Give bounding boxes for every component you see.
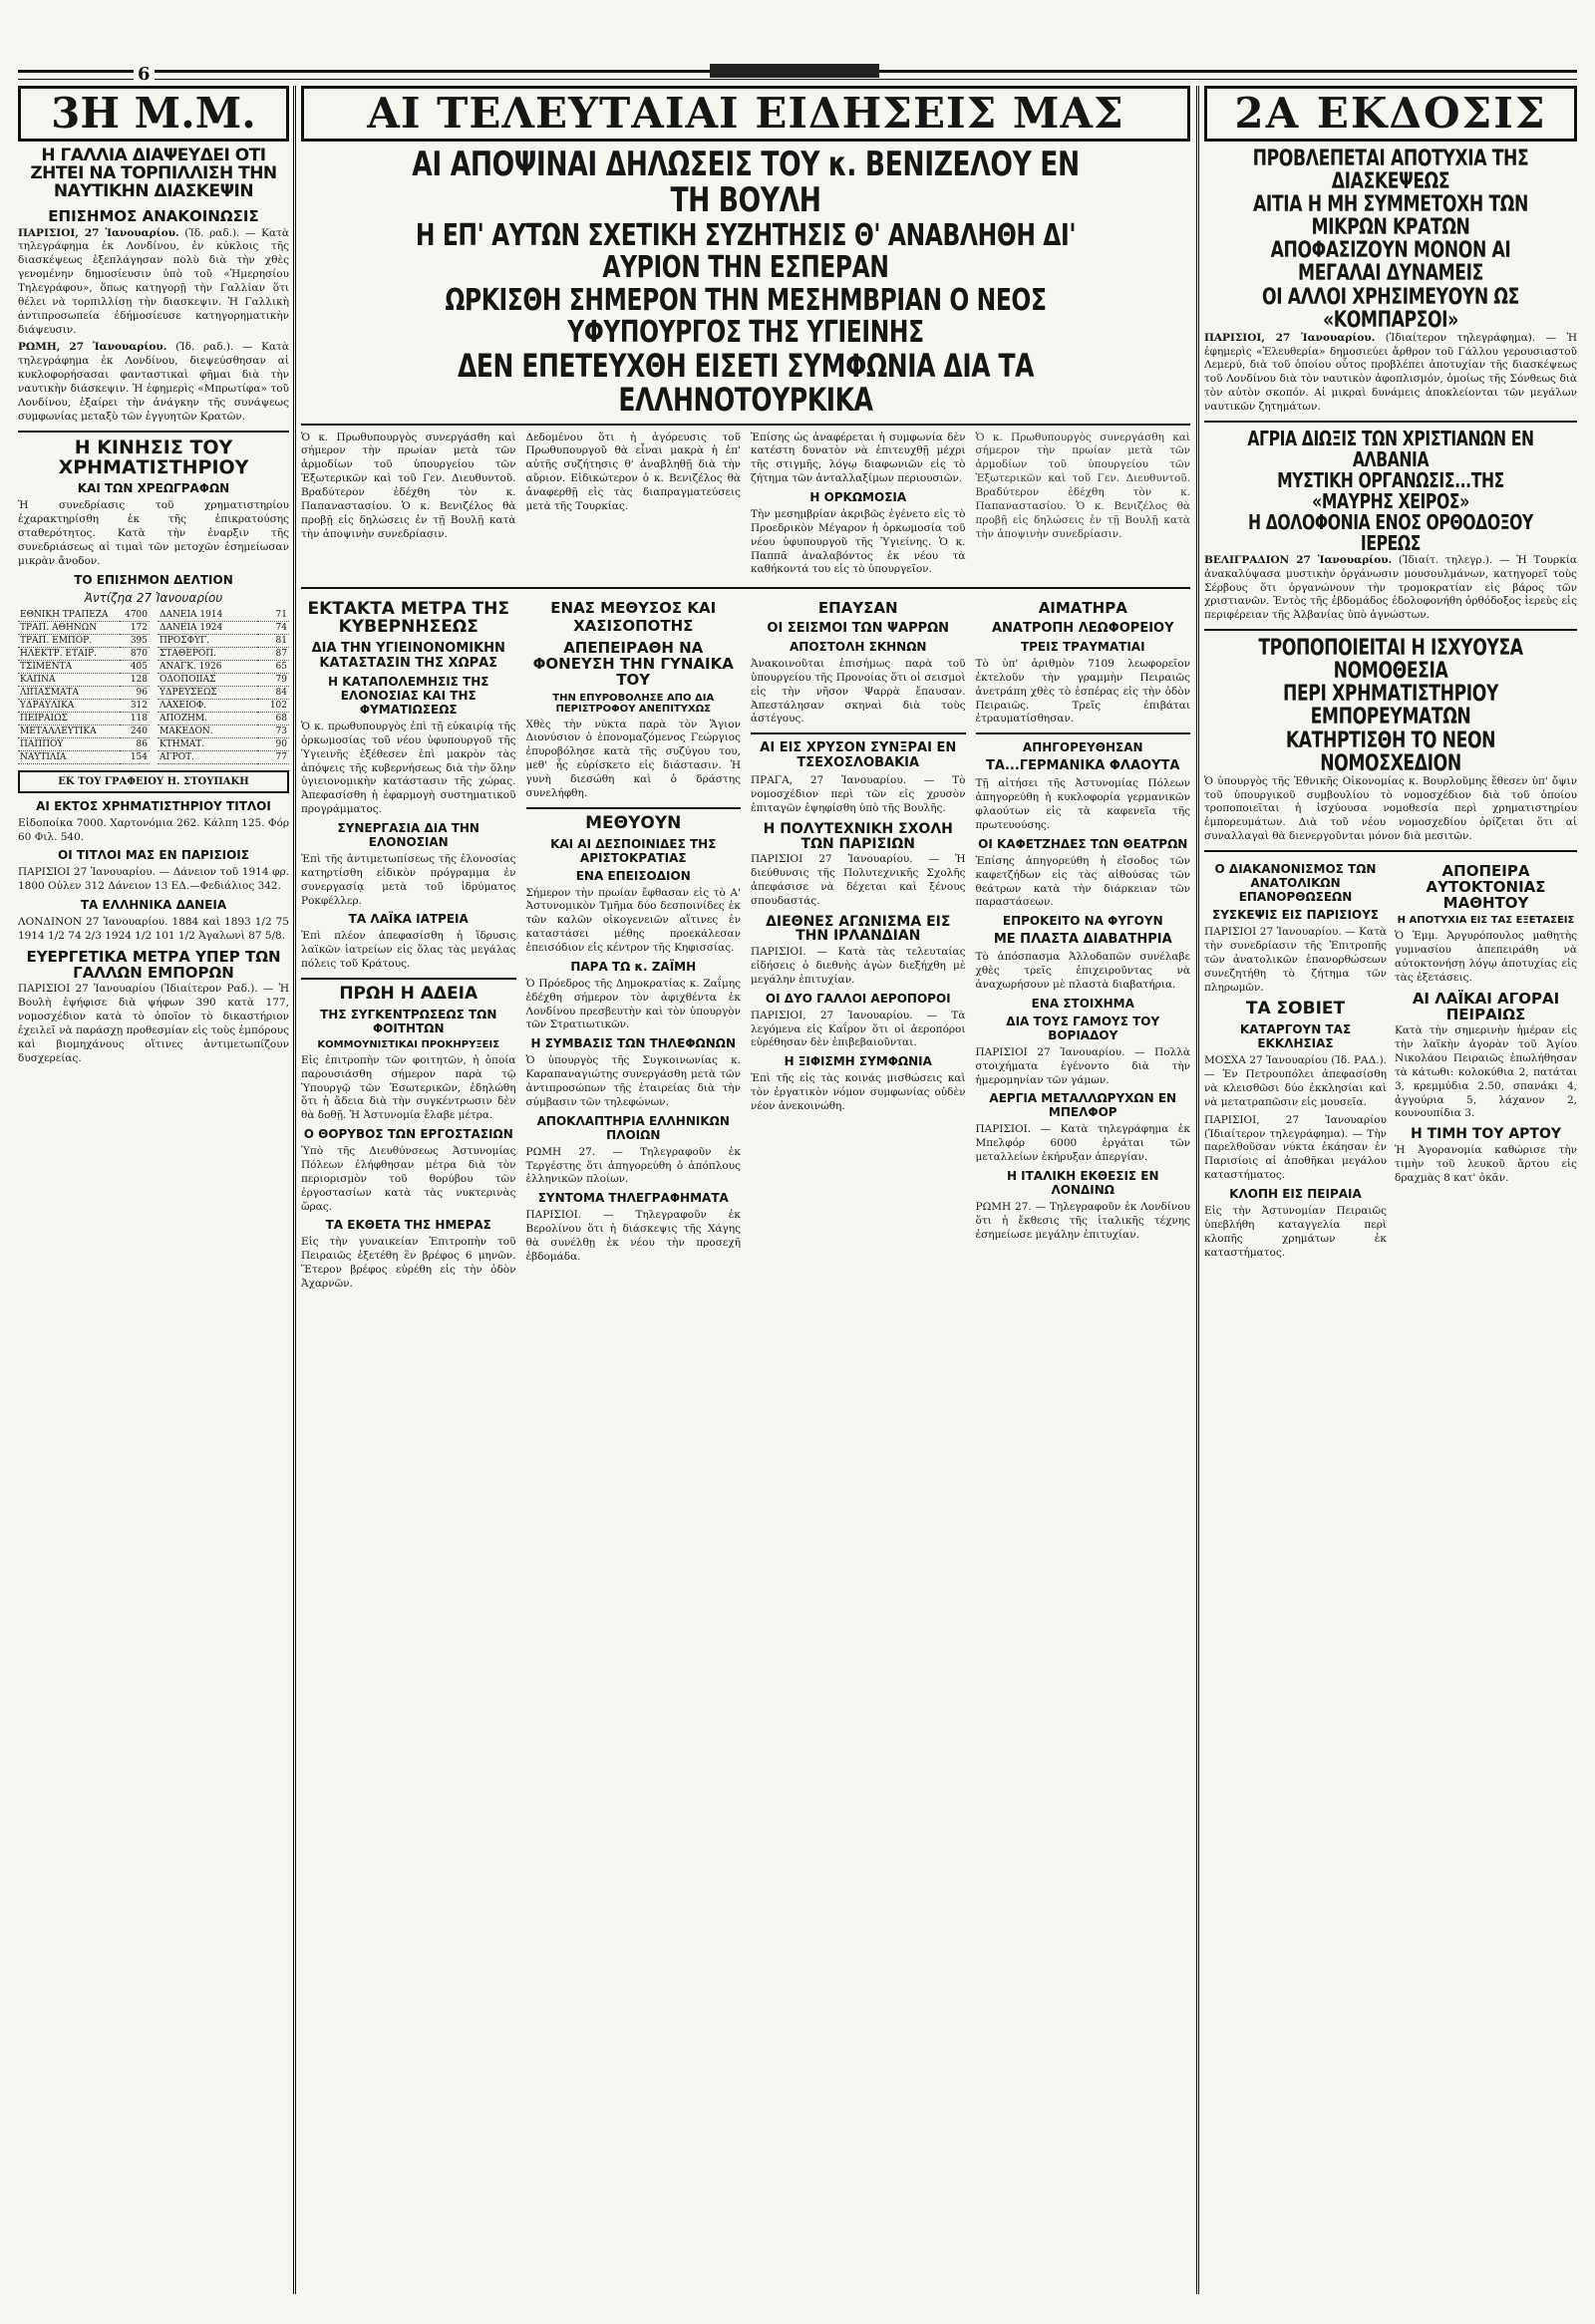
security-name: ΑΝΑΓΚ. 1926: [158, 660, 257, 673]
exchange-title: Η ΚΙΝΗΣΙΣ ΤΟΥ ΧΡΗΜΑΤΙΣΤΗΡΙΟΥ: [58, 436, 249, 478]
exhibition-body: ΡΩΜΗ 27. — Τηλεγραφοῦν ἐκ Λονδίνου ὅτι ἡ ἔκθεσις τῆς ἰταλικῆς τέχνης ἐσημείωσε μεγάλην ἐπιτυχίαν.: [975, 1200, 1190, 1241]
latest-news-banner: ΑΙ ΤΕΛΕΥΤΑΙΑΙ ΕΙΔΗΣΕΙΣ ΜΑΣ: [301, 86, 1190, 142]
security-price: 90: [257, 737, 289, 750]
flutes-title: ΑΠΗΓΟΡΕΥΘΗΣΑΝ: [1022, 740, 1143, 755]
bus-h2: ΑΝΑΤΡΟΠΗ ΛΕΩΦΟΡΕΙΟΥ: [991, 621, 1174, 637]
left-body-1: (Ἰδ. ραδ.). — Κατὰ τηλεγράφημα ἐκ Λονδίνου, ἐν κύκλοις τῆς διασκέψεως ἐξεπλάγησαν πολὺ διὰ τὴν χθὲς γενομένην δημοσίευσιν ὑπὸ τοῦ «Ἡμερησίου Τηλεγράφου», ὅπως κατηγορῇ τὴν Γαλλίαν ὅτι θέλει νὰ τορπιλλίσῃ τὴν διασκεψιν. Ἡ Γαλλικὴ ἀντιπροσωπεία ἐδήμοσίευσε κατηγορηματικὴν διάψευσιν.: [18, 226, 289, 336]
malaria-body: Ἐπὶ τῆς ἀντιμετωπίσεως τῆς ἐλονοσίας κατηρτίσθη εἰδικὸν πρόγραμμα ἐν συνεργασίᾳ μετὰ τοῦ ἱδρύματος Ροκφέλλερ.: [301, 853, 516, 907]
permit-title: ΠΡΩΗ Η ΑΔΕΙΑ: [339, 984, 478, 1005]
security-price: 128: [120, 673, 150, 686]
reparations-title: Ο ΔΙΑΚΑΝΟΝΙΣΜΟΣ ΤΩΝ ΑΝΑΤΟΛΙΚΩΝ ΕΠΑΝΟΡΘΩΣΕΩΝ: [1214, 862, 1377, 905]
security-price: 68: [257, 712, 289, 725]
second-edition-head: 2Α ΕΚΔΟΣΙΣ: [1204, 86, 1577, 142]
security-name: ΚΤΗΜΑΤ.: [158, 737, 257, 750]
aviators-body: ΠΑΡΙΣΙΟΙ, 27 Ἰανουαρίου. — Τὰ λεγόμενα εἰς Καΐρον ὅτι οἱ ἀεροπόροι εὑρέθησαν δὲν ἐπιβεβαιοῦνται.: [751, 1009, 966, 1049]
bus-title: ΑΙΜΑΤΗΡΑ: [1038, 599, 1127, 618]
bus-sub: ΤΡΕΙΣ ΤΡΑΥΜΑΤΙΑΙ: [1020, 640, 1145, 655]
paris-body: ΠΑΡΙΣΙΟΙ 27 Ἰανουαρίου. — Δάνειον τοῦ 1914 φρ. 1800 Οὐλεν 312 Δάνειον 13 ΕΔ.—Φεδιάλιος 342.: [18, 866, 289, 893]
right-h10: ΚΑΤΗΡΤΙΣΘΗ ΤΟ ΝΕΟΝ ΝΟΜΟΣΧΕΔΙΟΝ: [1285, 727, 1496, 776]
ladies-h2: ΚΑΙ ΑΙ ΔΕΣΠΟΙΝΙΔΕΣ ΤΗΣ ΑΡΙΣΤΟΚΡΑΤΙΑΣ: [550, 836, 717, 865]
strike-body: ΠΑΡΙΣΙΟΙ. — Κατὰ τηλεγράφημα ἐκ Μπελφόρ 6000 ἐργάται τῶν μεταλλείων ἐκήρυξαν ἀπεργίαν.: [975, 1123, 1190, 1164]
measures-headline: ΕΚΤΑΚΤΑ ΜΕΤΡΑ ΤΗΣ ΚΥΒΕΡΝΗΣΕΩΣ: [307, 599, 509, 638]
cafe-title: ΟΙ ΚΑΦΕΤΖΗΔΕΣ ΤΩΝ ΘΕΑΤΡΩΝ: [978, 836, 1188, 851]
soviet-h2: ΚΑΤΑΡΓΟΥΝ ΤΑΣ ΕΚΚΛΗΣΙΑΣ: [1239, 1022, 1352, 1051]
right-dateline: ΠΑΡΙΣΙΟΙ, 27 Ἰανουαρίου.: [1204, 331, 1376, 344]
right-h5: ΑΓΡΙΑ ΔΙΩΞΙΣ ΤΩΝ ΧΡΙΣΤΙΑΝΩΝ ΕΝ ΑΛΒΑΝΙΑ: [1247, 426, 1534, 471]
security-name: ΛΙΠΑΣΜΑΤΑ: [18, 686, 120, 699]
security-price: 77: [257, 750, 289, 763]
right-h3: ΑΠΟΦΑΣΙΖΟΥΝ ΜΟΝΟΝ ΑΙ ΜΕΓΑΛΑΙ ΔΥΝΑΜΕΙΣ: [1270, 238, 1511, 287]
right-body-1: (Ἰδιαίτερον τηλεγράφημα). — Ἡ ἐφημερὶς «Ἐλευθερία» δημοσιεύει ἄρθρον τοῦ Γάλλου γερουσιαστοῦ Λεμερύ, διὰ τοῦ ὁποίου οὗτος προβλέπει ἀποτυχίαν τῆς διασκέψεως τοῦ Λονδίνου διὰ τὸν ναυτικὸν ἀφοπλισμόν, ὁμοίως τῆς Σόνθεως διὰ τὸν αὐτὸν σκοπόν. Αἱ μικραὶ δυνάμεις ἀποκλείονται τῶν μεγάλων ναυτικῶν ζητημάτων.: [1204, 331, 1577, 414]
foreign-body: Εἰδοποίκα 7000. Χαρτονόμια 262. Κάλπη 125. Φόρ 60 Φιλ. 540.: [18, 816, 289, 843]
security-price: 86: [120, 737, 150, 750]
security-price: 870: [120, 647, 150, 660]
reparations-body: ΠΑΡΙΣΙΟΙ 27 Ἰανουαρίου. — Κατὰ τὴν συνεδρίασιν τῆς Ἐπιτροπῆς τῶν ἀνατολικῶν ἐπανορθώσεων συνεζητήθη τὸ ζήτημα τῶν πληρωμῶν.: [1204, 926, 1387, 994]
paris-fire-body: ΠΑΡΙΣΙΟΙ, 27 Ἰανουαρίου (Ἰδιαίτερον τηλεγράφημα). — Τὴν παρελθοῦσαν νύκτα ἐκάησαν ἐν Παρισίοις αἱ ἀποθῆκαι μεγάλου καταστήματος.: [1204, 1113, 1387, 1182]
measures-title: ΕΥΕΡΓΕΤΙΚΑ ΜΕΤΡΑ ΥΠΕΡ ΤΩΝ ΓΑΛΛΩΝ ΕΜΠΟΡΩΝ: [26, 947, 281, 982]
drunk-h2: ΑΠΕΠΕΙΡΑΘΗ ΝΑ ΦΟΝΕΥΣΗ ΤΗΝ ΓΥΝΑΙΚΑ ΤΟΥ: [532, 639, 734, 689]
security-name: ΑΓΡΟΤ.: [158, 750, 257, 763]
table-row: [18, 621, 150, 634]
ships-ban-title: ΑΠΟΚΛΑΠΤΗΡΙΑ ΕΛΛΗΝΙΚΩΝ ΠΛΟΙΩΝ: [536, 1113, 730, 1142]
theft-body: Εἰς τὴν Ἀστυνομίαν Πειραιῶς ὑπεβλήθη καταγγελία περὶ κλοπῆς χρημάτων ἐκ καταστήματος.: [1204, 1204, 1387, 1259]
security-price: 81: [257, 634, 289, 647]
attempt-body: Ὁ Ἐμμ. Ἀργυρόπουλος μαθητὴς γυμνασίου ἀπεπειράθη νὰ αὐτοκτονήσῃ λόγῳ ἀποτυχίας εἰς τὰς ἐξετάσεις.: [1395, 930, 1577, 984]
lead-body-2: Δεδομένου ὅτι ἡ ἀγόρευσις τοῦ Πρωθυπουργοῦ θὰ εἶναι μακρὰ ἡ ἐπ' αὐτῆς συζήτησις θ' ἀναβληθῇ διὰ τὴν αὔριον. Εἰδικώτερον ὁ κ. Βενιζέλος θὰ ἀναφερθῇ εἰς τὰς διαπραγματεύσεις μετὰ τῆς Τουρκίας.: [525, 431, 741, 512]
left-body-2: (Ἰδ. ραδ.). — Κατὰ τηλεγράφημα ἐκ Λονδίνου, διεψεύσθησαν αἱ κυκλοφορήσασαι φανταστικαὶ φῆμαι διὰ τὴν ναυτικὴν διάσκεψιν. Ἡ ἐφημερὶς «Μπρωτίφα» τοῦ Λονδίνου, ἐξαίρει τὴν ἀνάγκην τῆς συνάψεως συμφωνίας μεταξὺ τῶν ἐγγυητῶν Κρατῶν.: [18, 341, 289, 423]
right-h1: ΠΡΟΒΛΕΠΕΤΑΙ ΑΠΟΤΥΧΙΑ ΤΗΣ ΔΙΑΣΚΕΨΕΩΣ: [1252, 146, 1529, 195]
noise-title: Ο ΘΟΡΥΒΟΣ ΤΩΝ ΕΡΓΟΣΤΑΣΙΩΝ: [303, 1127, 513, 1142]
phones-title: Η ΣΥΜΒΑΣΙΣ ΤΩΝ ΤΗΛΕΦΩΝΩΝ: [530, 1036, 737, 1051]
drunk-body: Χθὲς τὴν νύκτα παρὰ τὸν Ἅγιον Διονύσιον ὁ ἐπονομαζόμενος Γεώργιος ἐπυροβόλησε κατὰ τῆς συζύγου του, μεθ' ἧς εὑρίσκετο εἰς διάστασιν. Ἡ γυνὴ διεσώθη καὶ ὁ δράστης συνελήφθη.: [525, 718, 741, 799]
theft-title: ΚΛΟΠΗ ΕΙΣ ΠΕΙΡΑΙΑ: [1229, 1186, 1362, 1201]
table-row: [18, 634, 150, 647]
quakes-sub: ΑΠΟΣΤΟΛΗ ΣΚΗΝΩΝ: [790, 640, 927, 655]
passports-h2: ΜΕ ΠΛΑΣΤΑ ΔΙΑΒΑΤΗΡΙΑ: [993, 932, 1172, 948]
table-row: [158, 686, 289, 699]
right-h2: ΑΙΤΙΑ Η ΜΗ ΣΥΜΜΕΤΟΧΗ ΤΩΝ ΜΙΚΡΩΝ ΚΡΑΤΩΝ: [1253, 192, 1528, 241]
page-number: 6: [134, 64, 155, 85]
headline-undersecretary: ΩΡΚΙΣΘΗ ΣΗΜΕΡΟΝ ΤΗΝ ΜΕΣΗΜΒΡΙΑΝ Ο ΝΕΟΣ ΥΦΥΠΟΥΡΓΟΣ ΤΗΣ ΥΓΙΕΙΝΗΣ: [445, 283, 1047, 350]
security-name: ΤΡΑΠ. ΑΘΗΝΩΝ: [18, 621, 120, 634]
polytechnic-body: ΠΑΡΙΣΙΟΙ 27 Ἰανουαρίου. — Ἡ διεύθυνσις τῆς Πολυτεχνικῆς Σχολῆς ἀπεφάσισε νὰ δέχεται καὶ ξένους σπουδαστάς.: [751, 853, 966, 907]
bulletin-title: ΤΟ ΕΠΙΣΗΜΟΝ ΔΕΛΤΙΟΝ: [74, 572, 233, 587]
right-h6: ΜΥΣΤΙΚΗ ΟΡΓΑΝΩΣΙΣ...ΤΗΣ «ΜΑΥΡΗΣ ΧΕΙΡΟΣ»: [1277, 467, 1504, 513]
headline-greek-turkish: ΔΕΝ ΕΠΕΤΕΥΧΘΗ ΕΙΣΕΤΙ ΣΥΜΦΩΝΙΑ ΔΙΑ ΤΑ ΕΛΛΗΝΟΤΟΥΡΚΙΚΑ: [457, 347, 1035, 419]
agreement-title: Η ΞΙΦΙΣΜΗ ΣΥΜΦΩΝΙΑ: [784, 1054, 932, 1069]
quakes-h2: ΟΙ ΣΕΙΣΜΟΙ ΤΩΝ ΨΑΡΡΩΝ: [767, 621, 950, 637]
left-column: [18, 86, 289, 2294]
security-name: ΤΡΑΠ. ΕΜΠΟΡ.: [18, 634, 120, 647]
strike-title: ΑΕΡΓΙΑ ΜΕΤΑΛΛΩΡΥΧΩΝ ΕΝ ΜΠΕΛΦΟΡ: [989, 1091, 1177, 1120]
table-row: [18, 673, 150, 686]
security-price: 312: [120, 699, 150, 712]
flutes-body: Τῇ αἰτήσει τῆς Ἀστυνομίας Πόλεων ἀπηγορεύθη ἡ κυκλοφορία γερμανικῶν φλαούτων εἰς τὰ καφενεῖα τῆς πρωτευούσης.: [975, 777, 1190, 831]
left-headline: Η ΓΑΛΛΙΑ ΔΙΑΨΕΥΔΕΙ ΟΤΙ ΖΗΤΕΙ ΝΑ ΤΟΡΠΙΛΛΙΣΗ ΤΗΝ ΝΑΥΤΙΚΗΝ ΔΙΑΣΚΕΨΙΝ: [30, 145, 277, 201]
gold-body: ΠΡΑΓΑ, 27 Ἰανουαρίου. — Τὸ νομοσχέδιον περὶ τῶν εἰς χρυσὸν ἐπιταγῶν ἐψηφίσθη ὑπὸ τῆς Βουλῆς.: [751, 774, 966, 815]
cafe-body: Ἐπίσης ἀπηγορεύθη ἡ εἴσοδος τῶν καφετζήδων εἰς τὰς αἰθούσας τῶν θεάτρων κατὰ τὴν διάρκειαν τῶν παραστάσεων.: [975, 854, 1190, 909]
security-price: 71: [257, 609, 289, 622]
security-name: ΗΛΕΚΤΡ. ΕΤΑΙΡ.: [18, 647, 120, 660]
bet-h2: ΔΙΑ ΤΟΥΣ ΓΑΜΟΥΣ ΤΟΥ ΒΟΡΙΑΔΟΥ: [1006, 1014, 1160, 1042]
security-name: ΔΑΝΕΙΑ 1914: [158, 609, 257, 622]
right-body-2: (Ἰδιαίτ. τηλεγρ.). — Ἡ Τουρκία ἀνακαλύψασα μυστικὴν ὀργάνωσιν μουσουλμάνων, κατηγορεῖ τοὺς Σέρβους ὅτι ὀργανώνουν τὴν τρομοκρατίαν εἰς βάρος τῶν χριστιανῶν. Ἐντὸς τῆς ἑβδομάδος ἐδολοφονήθη ὀρθόδοξος ἱερεὺς εἰς περιφέρειαν τῆς Ἀλβανίας ὑπὸ ἀγνώστων.: [1204, 553, 1577, 622]
right-bottom-row: [1204, 858, 1577, 1264]
passports-body: Τὸ ἀπόσπασμα Ἀλλοδαπῶν συνέλαβε χθὲς τρεῖς ἐπιχειροῦντας νὰ ἀναχωρήσουν μὲ πλαστὰ διαβατήρια.: [975, 951, 1190, 991]
measures-subhead: Η ΚΑΤΑΠΟΛΕΜΗΣΙΣ ΤΗΣ ΕΛΟΝΟΣΙΑΣ ΚΑΙ ΤΗΣ ΦΥΜΑΤΙΩΣΕΩΣ: [328, 674, 489, 717]
headline-debate: Η ΕΠ' ΑΥΤΩΝ ΣΧΕΤΙΚΗ ΣΥΖΗΤΗΣΙΣ Θ' ΑΝΑΒΛΗΘΗ ΔΙ' ΑΥΡΙΟΝ ΤΗΝ ΕΣΠΕΡΑΝ: [415, 218, 1077, 285]
measures-headline-2: ΔΙΑ ΤΗΝ ΥΓΙΕΙΝΟΝΟΜΙΚΗΝ ΚΑΤΑΣΤΑΣΙΝ ΤΗΣ ΧΩΡΑΣ: [311, 640, 505, 671]
table-row: [18, 750, 150, 763]
security-name: ΤΣΙΜΕΝΤΑ: [18, 660, 120, 673]
center-lead-row: [301, 432, 1190, 582]
lead-body-1: Ὁ κ. Πρωθυπουργὸς συνεργάσθη καὶ σήμερον τὴν πρωίαν μετὰ τῶν ἁρμοδίων τοῦ ὑπουργείου τῶν Ἐξωτερικῶν καὶ τοῦ Γεν. Διευθυντοῦ. Βραδύτερον ἐδέχθη τὸν κ. Παπαναστασίου. Ὁ κ. Βενιζέλος θὰ προβῇ εἰς δηλώσεις ἐν τῇ Βουλῇ κατὰ τὴν ἀποψινὴν συνεδρίασιν.: [301, 431, 516, 540]
paris-title: ΟΙ ΤΙΤΛΟΙ ΜΑΣ ΕΝ ΠΑΡΙΣΙΟΙΣ: [58, 848, 249, 863]
security-name: ΣΤΑΘΕΡΟΠ.: [158, 647, 257, 660]
security-name: ΚΑΠΝΑ: [18, 673, 120, 686]
security-price: 154: [120, 750, 150, 763]
table-row: [158, 699, 289, 712]
column-rule-left: [293, 86, 296, 2294]
left-subhead: ΕΠΙΣΗΜΟΣ ΑΝΑΚΟΙΝΩΣΙΣ: [48, 206, 259, 225]
security-name: ΜΑΚΕΔΟΝ.: [158, 725, 257, 737]
security-price: 102: [257, 699, 289, 712]
contest-body: ΠΑΡΙΣΙΟΙ. — Κατὰ τὰς τελευταίας εἰδήσεις ὁ διεθνὴς ἀγὼν διεξήχθη μὲ μεγάλην ἐπιτυχίαν.: [751, 946, 966, 986]
masthead-strip: [710, 64, 879, 78]
attempt-sub: Η ΑΠΟΤΥΧΙΑ ΕΙΣ ΤΑΣ ΕΞΕΤΑΣΕΙΣ: [1397, 915, 1575, 927]
security-price: 395: [120, 634, 150, 647]
security-name: ΠΑΠΠΟΥ: [18, 737, 120, 750]
quakes-title: ΕΠΑΥΣΑΝ: [817, 599, 898, 618]
soviet-title: ΤΑ ΣΟΒΙΕΤ: [1245, 999, 1346, 1019]
ladies-title: ΜΕΘΥΟΥΝ: [585, 812, 682, 833]
right-dateline-2: ΒΕΛΙΓΡΑΔΙΟΝ 27 Ἰανουαρίου.: [1204, 553, 1393, 566]
center-section: [301, 86, 1190, 2294]
exhibition-title: Η ΙΤΑΛΙΚΗ ΕΚΘΕΣΙΣ ΕΝ ΛΟΝΔΙΝΩ: [1006, 1168, 1159, 1197]
polytechnic-title: Η ΠΟΛΥΤΕΧΝΙΚΗ ΣΧΟΛΗ ΤΩΝ ΠΑΡΙΣΙΩΝ: [763, 820, 953, 852]
bulletin-credit: ΕΚ ΤΟΥ ΓΡΑΦΕΙΟΥ Η. ΣΤΟΥΠΑΚΗ: [18, 770, 289, 793]
security-name: ΠΡΟΣΦΥΓ.: [158, 634, 257, 647]
table-row: [18, 609, 150, 622]
contest-title: ΔΙΕΘΝΕΣ ΑΓΩΝΙΣΜΑ ΕΙΣ ΤΗΝ ΙΡΛΑΝΔΙΑΝ: [766, 913, 951, 945]
security-price: 74: [257, 621, 289, 634]
security-price: 172: [120, 621, 150, 634]
table-row: [158, 737, 289, 750]
permit-sub: ΚΟΜΜΟΥΝΙΣΤΙΚΑΙ ΠΡΟΚΗΡΥΞΕΙΣ: [317, 1038, 500, 1050]
permit-body: Εἰς ἐπιτροπὴν τῶν φοιτητῶν, ἡ ὁποία παρουσιάσθη σήμερον παρὰ τῷ Ὑπουργῷ τῶν Ἐσωτερικῶν, ἐδηλώθη ὅτι ἡ ἄδεια διὰ τὴν συγκέντρωσιν δὲν θὰ δοθῇ. Ἡ Ἀστυνομία ἔλαβε μέτρα.: [301, 1053, 516, 1122]
quakes-body: Ἀνακοινοῦται ἐπισήμως παρὰ τοῦ ὑπουργείου τῆς Προνοίας ὅτι οἱ σεισμοὶ εἰς τὴν νῆσον Ψαρρὰ ἔπαυσαν. Ἀπεστάλησαν σκηναὶ διὰ τοὺς ἀστέγους.: [751, 658, 966, 726]
table-row: [18, 686, 150, 699]
right-column: [1204, 86, 1577, 2294]
security-price: 65: [257, 660, 289, 673]
clinics-title: ΤΑ ΛΑΪΚΑ ΙΑΤΡΕΙΑ: [348, 912, 469, 927]
right-h8: ΤΡΟΠΟΠΟΙΕΙΤΑΙ Η ΙΣΧΥΟΥΣΑ ΝΟΜΟΘΕΣΙΑ: [1258, 636, 1523, 685]
agreement-body: Ἐπὶ τῆς εἰς τὰς κοινάς μισθώσεις καὶ τὸν ἐργατικὸν νόμον συμφωνίας οὐδὲν νέον ἀνεκοινώθη.: [751, 1072, 966, 1112]
oath-body: Τὴν μεσημβρίαν ἀκριβῶς ἐγένετο εἰς τὸ Προεδρικὸν Μέγαρον ἡ ὁρκωμοσία τοῦ νέου ὑφυπουργοῦ τῆς Ὑγιείνης. Ὁ κ. Παππᾶ ἀναλαβόντος ἐκ νέου τὰ καθήκοντά του εἰς τὸ ὑπουργεῖον.: [751, 508, 966, 576]
exchange-body: Ἡ συνεδρίασις τοῦ χρηματιστηρίου ἐχαρακτηρίσθη ἐκ τῆς ἐπικρατούσης σταθερότητος. Κατὰ τὴν ἐναρξιν τῆς συνεδριάσεως αἱ τιμαὶ τῶν μετοχῶν ἐσημείωσαν μικρὰν ἄνοδον.: [18, 499, 289, 567]
foreign-title: ΑΙ ΕΚΤΟΣ ΧΡΗΜΑΤΙΣΤΗΡΙΟΥ ΤΙΤΛΟΙ: [36, 798, 271, 813]
measures-body: ΠΑΡΙΣΙΟΙ 27 Ἰανουαρίου (Ἰδιαίτερον Ραδ.). — Ἡ Βουλὴ ἐψήφισε διὰ ψήφων 390 κατὰ 177, νομοσχέδιον κατὰ τὸ ὁποῖον τὸ δικαστήριον ἐχειλεῖ νὰ παράσχῃ προθεσμίαν εἰς τοὺς ἐμπόρους καὶ βιομηχάνους οἵτινες ἀντιμετωπίζουν δυσχερείας.: [18, 983, 289, 1064]
bus-body: Τὸ ὑπ' ἀριθμὸν 7109 λεωφορεῖον ἐκτελοῦν τὴν γραμμὴν Πειραιῶς ἀνετράπη χθὲς τὸ ἑσπέρας εἰς τὴν ὁδὸν Πειραιῶς. Τρεῖς ἐπιβάται ἐτραυματίσθησαν.: [975, 658, 1190, 726]
gold-title: ΑΙ ΕΙΣ ΧΡΥΣΟΝ ΣΥΝΞΡΑΙ ΕΝ ΤΣΕΧΟΣΛΟΒΑΚΙΑ: [760, 740, 957, 771]
bulletin-tables: [18, 609, 289, 764]
security-price: 73: [257, 725, 289, 737]
bulletin-date: Ἀντίζηα 27 Ἰανουαρίου: [84, 590, 223, 605]
table-row: [158, 750, 289, 763]
security-name: ΟΔΟΠΟΙΙΑΣ: [158, 673, 257, 686]
security-price: 405: [120, 660, 150, 673]
security-price: 118: [120, 712, 150, 725]
markets-body: Κατὰ τὴν σημερινὴν ἡμέραν εἰς τὴν λαϊκὴν ἀγορὰν τοῦ Ἁγίου Νικολάου Πειραιῶς ἐπωλήθησαν τὰ κάτωθι: κολοκύθια 2, πατάται 3, κρεμμύδια 2.50, σπανάκι 4, ἀγγούρια 5, λάχανον 2, κουνουπίδια 3.: [1395, 1024, 1577, 1120]
security-name: ΥΔΡΕΥΣΕΩΣ: [158, 686, 257, 699]
clinics-body: Ἐπὶ πλέον ἀπεφασίσθη ἡ ἵδρυσις λαϊκῶν ἰατρείων εἰς ὅλας τὰς μεγάλας πόλεις τοῦ Κράτους.: [301, 930, 516, 971]
malaria-title: ΣΥΝΕΡΓΑΣΙΑ ΔΙΑ ΤΗΝ ΕΛΟΝΟΣΙΑΝ: [337, 821, 479, 849]
table-row: [18, 737, 150, 750]
column-rule-right: [1196, 86, 1199, 2294]
attempt-title: ΑΠΟΠΕΙΡΑ ΑΥΤΟΚΤΟΝΙΑΣ ΜΑΘΗΤΟΥ: [1426, 862, 1546, 912]
bond-table: [158, 609, 289, 764]
oath-title: Η ΟΡΚΩΜΟΣΙΑ: [809, 490, 907, 504]
drunk-sub: ΤΗΝ ΕΠΥΡΟΒΟΛΗΣΕ ΑΠΟ ΔΙΑ ΠΕΡΙΣΤΡΟΦΟΥ ΑΝΕΠΙΤΥΧΩΣ: [552, 692, 715, 715]
security-name: ΑΠΟΖΗΜ.: [158, 712, 257, 725]
aviators-title: ΟΙ ΔΥΟ ΓΑΛΛΟΙ ΑΕΡΟΠΟΡΟΙ: [765, 991, 951, 1006]
table-row: [18, 647, 150, 660]
lead-body-3: Ἐπίσης ὡς ἀναφέρεται ἡ συμφωνία δὲν κατέστη δυνατὸν νὰ ἐπιτευχθῇ μέχρι τῆς στιγμῆς, λόγῳ διαφωνιῶν εἰς τὸ ζήτημα τῶν ἀνταλλαξίμων περιουσιῶν.: [751, 431, 966, 485]
table-row: [158, 712, 289, 725]
table-row: [158, 647, 289, 660]
security-name: ΥΔΡΑΥΛΙΚΑ: [18, 699, 120, 712]
ships-ban-body: ΡΩΜΗ 27. — Τηλεγραφοῦν ἐκ Τεργέστης ὅτι ἀπηγορεύθη ὁ ἀπόπλους ἑλληνικῶν πλοίων.: [525, 1145, 741, 1186]
zaimis-title: ΠΑΡΑ ΤΩ κ. ΖΑΪΜΗ: [570, 959, 697, 974]
ladies-body: Σήμερον τὴν πρωίαν ἔφθασαν εἰς τὸ Α' Ἀστυνομικὸν Τμῆμα δύο δεσποινίδες ἐκ τῶν καλῶν οἰκογενειῶν αἵτινες ἐν καταστάσει μέθης προεκάλεσαν ἐπεισόδιον εἰς κέντρον τῆς Κηφισσίας.: [525, 886, 741, 954]
edition-3pm-head: 3Η Μ.Μ.: [18, 86, 289, 142]
flutes-h2: ΤΑ...ΓΕΡΜΑΝΙΚΑ ΦΛΑΟΥΤΑ: [986, 758, 1180, 774]
security-price: 84: [257, 686, 289, 699]
table-row: [18, 712, 150, 725]
dateline-paris: ΠΑΡΙΣΙΟΙ, 27 Ἰανουαρίου.: [18, 226, 179, 239]
telegrams-body: ΠΑΡΙΣΙΟΙ. — Τηλεγραφοῦν ἐκ Βερολίνου ὅτι ἡ διάσκεψις τῆς Χάγης θὰ συνέλθῃ ἐκ νέου τὴν προσεχῆ ἑβδομάδα.: [525, 1209, 741, 1263]
stock-table: [18, 609, 150, 764]
london-body: ΛΟΝΔΙΝΟΝ 27 Ἰανουαρίου. 1884 καὶ 1893 1/2 75 1914 1/2 74 2/3 1924 1/2 101 1/2 Ἀγαλωνὶ 87 5/8.: [18, 916, 289, 943]
table-row: [158, 634, 289, 647]
markets-title: ΑΙ ΛΑΪΚΑΙ ΑΓΟΡΑΙ ΠΕΙΡΑΙΩΣ: [1412, 989, 1560, 1023]
table-row: [18, 660, 150, 673]
security-name: ΕΘΝΙΚΗ ΤΡΑΠΕΖΑ: [18, 609, 120, 622]
right-h9: ΠΕΡΙ ΧΡΗΜΑΤΙΣΤΗΡΙΟΥ ΕΜΠΟΡΕΥΜΑΤΩΝ: [1282, 682, 1498, 730]
security-name: ΠΕΙΡΑΙΩΣ: [18, 712, 120, 725]
drunk-title: ΕΝΑΣ ΜΕΘΥΣΟΣ ΚΑΙ ΧΑΣΙΣΟΠΟΤΗΣ: [550, 599, 717, 636]
center-mid-row: [301, 595, 1190, 1296]
security-name: ΜΕΤΑΛΛΕΥΤΙΚΑ: [18, 725, 120, 737]
noise-body: Ὑπὸ τῆς Διευθύνσεως Ἀστυνομίας Πόλεων ἐλήφθησαν μέτρα διὰ τὸν περιορισμὸν τοῦ θορύβου τῶν ἐργοστασίων κατὰ τὰς νυκτερινὰς ὥρας.: [301, 1145, 516, 1213]
right-body-3: Ὁ ὑπουργὸς τῆς Ἐθνικῆς Οἰκονομίας κ. Βουρλοῦμης ἔθεσεν ὑπ' ὄψιν τοῦ ὑπουργικοῦ συμβουλίου τὸ νομοσχέδιον διὰ τοῦ ὁποίου τροποποιεῖται ἡ ἰσχύουσα νομοθεσία περὶ χρηματιστηρίου ἐμπορευμάτων. Διὰ τοῦ νέου νομοσχεδίου ὁρίζεται ὅτι αἱ συναλλαγαὶ θὰ διενεργοῦνται μόνον διὰ μεσιτῶν.: [1204, 774, 1577, 843]
table-row: [158, 621, 289, 634]
bread-body: Ἡ Ἀγορανομία καθώρισε τὴν τιμὴν τοῦ λευκοῦ ἄρτου εἰς δραχμὰς 8 κατ' ὀκᾶν.: [1395, 1143, 1577, 1184]
security-price: 87: [257, 647, 289, 660]
exchange-subtitle: ΚΑΙ ΤΩΝ ΧΡΕΩΓΡΑΦΩΝ: [77, 481, 230, 496]
security-price: 96: [120, 686, 150, 699]
security-price: 79: [257, 673, 289, 686]
table-row: [18, 699, 150, 712]
right-h7: Η ΔΟΛΟΦΟΝΙΑ ΕΝΟΣ ΟΡΘΟΔΟΞΟΥ ΙΕΡΕΩΣ: [1248, 509, 1533, 555]
telegrams-title: ΣΥΝΤΟΜΑ ΤΗΛΕΓΡΑΦΗΜΑΤΑ: [537, 1191, 729, 1206]
permit-h2: ΤΗΣ ΣΥΓΚΕΝΤΡΩΣΕΩΣ ΤΩΝ ΦΟΙΤΗΤΩΝ: [320, 1007, 497, 1035]
table-row: [158, 660, 289, 673]
soviet-body: ΜΟΣΧΑ 27 Ἰανουαρίου (Ἰδ. ΡΑΔ.). — Ἐν Πετρουπόλει ἀπεφασίσθη νὰ κλεισθῶσι δύο ἐκκλησίαι καὶ νὰ μετατραπῶσιν εἰς μουσεῖα.: [1204, 1054, 1387, 1108]
bet-title: ΕΝΑ ΣΤΟΙΧΗΜΑ: [1031, 996, 1134, 1011]
table-row: [158, 673, 289, 686]
ladies-sub: ΕΝΑ ΕΠΕΙΣΟΔΙΟΝ: [575, 868, 691, 883]
reparations-sub: ΣΥΣΚΕΨΙΣ ΕΙΣ ΠΑΡΙΣΙΟΥΣ: [1212, 908, 1379, 923]
headline-venizelos: ΑΙ ΑΠΟΨΙΝΑΙ ΔΗΛΩΣΕΙΣ ΤΟΥ κ. ΒΕΝΙΖΕΛΟΥ ΕΝ ΤΗ ΒΟΥΛΗ: [412, 145, 1080, 220]
london-title: ΤΑ ΕΛΛΗΝΙΚΑ ΔΑΝΕΙΑ: [80, 898, 227, 913]
bet-body: ΠΑΡΙΣΙΟΙ 27 Ἰανουαρίου. — Πολλὰ στοιχήματα ἐγένοντο διὰ τὴν ἡμερομηνίαν τῶν γάμων.: [975, 1045, 1190, 1086]
right-h4: ΟΙ ΑΛΛΟΙ ΧΡΗΣΙΜΕΥΟΥΝ ΩΣ «ΚΟΜΠΑΡΣΟΙ»: [1262, 284, 1519, 333]
passports-title: ΕΠΡΟΚΕΙΤΟ ΝΑ ΦΥΓΟΥΝ: [1002, 914, 1163, 929]
lead-body-4: Ὁ κ. Πρωθυπουργὸς συνεργάσθη καὶ σήμερον τὴν πρωίαν μετὰ τῶν ἁρμοδίων τοῦ ὑπουργείου τῶν Ἐξωτερικῶν καὶ τοῦ Γεν. Διευθυντοῦ. Βραδύτερον ἐδέχθη τὸν κ. Παπαναστασίου. Ὁ κ. Βενιζέλος θὰ προβῇ εἰς δηλώσεις ἐν τῇ Βουλῇ κατὰ τὴν ἀποψινὴν συνεδρίασιν.: [975, 431, 1190, 540]
security-price: 4700: [120, 609, 150, 622]
security-name: ΝΑΥΤΙΛΙΑ: [18, 750, 120, 763]
phones-body: Ὁ ὑπουργὸς τῆς Συγκοινωνίας κ. Καραπαναγιώτης συνεργάσθη μετὰ τῶν ἀντιπροσώπων τῆς ἐταιρείας διὰ τὴν σύμβασιν τῶν τηλεφώνων.: [525, 1054, 741, 1108]
security-name: ΔΑΝΕΙΑ 1924: [158, 621, 257, 634]
measures-body-center: Ὁ κ. πρωθυπουργὸς ἐπὶ τῇ εὐκαιρίᾳ τῆς ὁρκωμοσίας τοῦ νέου ὑφυπουργοῦ τῆς Ὑγιεινῆς ἐξέθεσεν ἐπὶ μακρὸν τὰς ἀπόψεις τῆς κυβερνήσεως διὰ τὴν ὅλην ὑγιειονομικὴν κατάστασιν τῆς χώρας. Ἀπεφασίσθη ἡ ἐφαρμογὴ συστηματικοῦ προγράμματος.: [301, 720, 516, 816]
table-row: [158, 725, 289, 737]
security-price: 240: [120, 725, 150, 737]
foundlings-body: Εἰς τὴν γυναικείαν Ἐπιτροπὴν τοῦ Πειραιῶς ἐξετέθη ἓν βρέφος 6 μηνῶν. Ἕτερον βρέφος εὑρέθη εἰς τὴν ὁδὸν Ἀχαρνῶν.: [301, 1236, 516, 1291]
security-name: ΛΑΧΕΙΟΦ.: [158, 699, 257, 712]
table-row: [158, 609, 289, 622]
foundlings-title: ΤΑ ΕΚΘΕΤΑ ΤΗΣ ΗΜΕΡΑΣ: [325, 1218, 491, 1233]
table-row: [18, 725, 150, 737]
zaimis-body: Ὁ Πρόεδρος τῆς Δημοκρατίας κ. Ζαΐμης ἐδέχθη σήμερον τὸν ἀφιχθέντα ἐκ Λονδίνου πρεσβευτὴν καὶ τὸν ὑπουργὸν τῶν Στρατιωτικῶν.: [525, 977, 741, 1031]
bread-title: Η ΤΙΜΗ ΤΟΥ ΑΡΤΟΥ: [1410, 1126, 1562, 1143]
dateline-rome: ΡΩΜΗ, 27 Ἰανουαρίου.: [18, 341, 167, 354]
